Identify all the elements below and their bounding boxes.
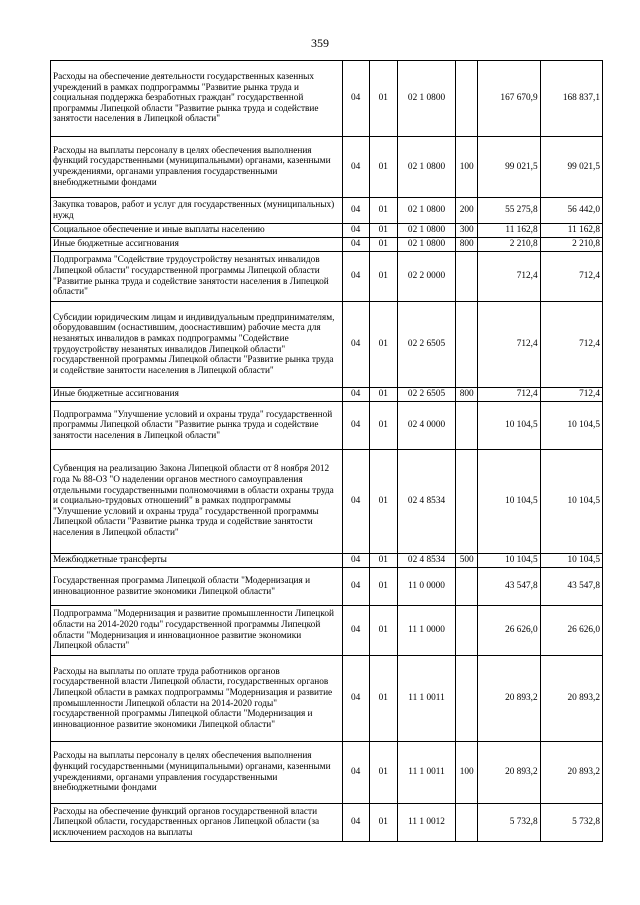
row-amount-2: 2 210,8 xyxy=(540,238,602,252)
row-name: Государственная программа Липецкой области "Модернизация и инновационное развитие экономики Липецкой области" xyxy=(51,568,343,606)
row-subsection: 01 xyxy=(369,742,397,804)
row-target-code: 11 0 0000 xyxy=(397,568,455,606)
table-row xyxy=(51,137,603,198)
row-target-code: 11 1 0000 xyxy=(397,606,455,656)
row-subsection: 01 xyxy=(369,61,397,137)
page-number: 359 xyxy=(311,36,329,50)
row-amount-1: 5 732,8 xyxy=(478,804,540,842)
row-section: 04 xyxy=(342,568,369,606)
row-expense-type xyxy=(456,568,478,606)
row-amount-2: 99 021,5 xyxy=(540,137,602,198)
row-amount-2: 56 442,0 xyxy=(540,198,602,224)
row-amount-1: 11 162,8 xyxy=(478,224,540,238)
row-target-code: 02 1 0800 xyxy=(397,198,455,224)
row-expense-type: 100 xyxy=(456,137,478,198)
row-section: 04 xyxy=(342,224,369,238)
row-section: 04 xyxy=(342,742,369,804)
row-name: Расходы на обеспечение функций органов государственной власти Липецкой области, государственных органов Липецкой области (за исключением расходов на выплаты xyxy=(51,804,343,842)
row-expense-type: 100 xyxy=(456,742,478,804)
row-subsection: 01 xyxy=(369,302,397,388)
row-amount-1: 2 210,8 xyxy=(478,238,540,252)
table-row xyxy=(51,61,603,137)
row-amount-1: 10 104,5 xyxy=(478,450,540,554)
row-expense-type xyxy=(456,252,478,302)
row-section: 04 xyxy=(342,252,369,302)
budget-table xyxy=(50,60,603,842)
table-row xyxy=(51,224,603,238)
row-subsection: 01 xyxy=(369,606,397,656)
row-expense-type xyxy=(456,656,478,742)
row-name: Расходы на выплаты персоналу в целях обеспечения выполнения функций государственными (муниципальными) органами, казенными учреждениями, органами управления государственными внебюджетными фондами xyxy=(51,742,343,804)
row-name: Подпрограмма "Улучшение условий и охраны труда" государственной программы Липецкой области "Развитие рынка труда и содействие занятости населения в Липецкой области" xyxy=(51,402,343,450)
row-name: Субсидии юридическим лицам и индивидуальным предпринимателям, оборудовавшим (оснастившим, дооснастившим) рабочие места для незанятых инвалидов в рамках подпрограммы "Содействие трудоустройству незанятых инвалидов Липецкой области" государственной программы Липецкой области "Развитие рынка труда и содействие занятости населения в Липецкой области" xyxy=(51,302,343,388)
row-section: 04 xyxy=(342,402,369,450)
table-row xyxy=(51,554,603,568)
row-subsection: 01 xyxy=(369,554,397,568)
row-subsection: 01 xyxy=(369,388,397,402)
row-expense-type xyxy=(456,61,478,137)
row-name: Расходы на выплаты персоналу в целях обеспечения выполнения функций государственными (муниципальными) органами, казенными учреждениями, органами управления государственными внебюджетными фондами xyxy=(51,137,343,198)
row-target-code: 02 4 8534 xyxy=(397,450,455,554)
row-section: 04 xyxy=(342,238,369,252)
row-section: 04 xyxy=(342,137,369,198)
row-target-code: 11 1 0011 xyxy=(397,656,455,742)
row-subsection: 01 xyxy=(369,224,397,238)
row-subsection: 01 xyxy=(369,137,397,198)
row-target-code: 02 1 0800 xyxy=(397,238,455,252)
row-amount-1: 20 893,2 xyxy=(478,742,540,804)
row-target-code: 11 1 0011 xyxy=(397,742,455,804)
row-amount-2: 712,4 xyxy=(540,252,602,302)
row-expense-type: 800 xyxy=(456,388,478,402)
row-amount-2: 10 104,5 xyxy=(540,450,602,554)
row-name: Подпрограмма "Содействие трудоустройству незанятых инвалидов Липецкой области" государственной программы Липецкой области "Развитие рынка труда и содействие занятости населения в Липецкой области" xyxy=(51,252,343,302)
row-name: Расходы на выплаты по оплате труда работников органов государственной власти Липецкой области, государственных органов Липецкой области в рамках подпрограммы "Модернизация и развитие промышленности Липецкой области на 2014-2020 годы" государственной программы Липецкой области "Модернизация и инновационное развитие экономики Липецкой области" xyxy=(51,656,343,742)
row-amount-2: 168 837,1 xyxy=(540,61,602,137)
row-subsection: 01 xyxy=(369,568,397,606)
row-expense-type: 300 xyxy=(456,224,478,238)
row-name: Закупка товаров, работ и услуг для государственных (муниципальных) нужд xyxy=(51,198,343,224)
row-section: 04 xyxy=(342,388,369,402)
row-amount-1: 55 275,8 xyxy=(478,198,540,224)
row-amount-2: 20 893,2 xyxy=(540,656,602,742)
row-amount-2: 20 893,2 xyxy=(540,742,602,804)
row-section: 04 xyxy=(342,302,369,388)
row-target-code: 02 2 0000 xyxy=(397,252,455,302)
row-name: Социальное обеспечение и иные выплаты населению xyxy=(51,224,343,238)
table-row xyxy=(51,252,603,302)
table-row xyxy=(51,388,603,402)
row-subsection: 01 xyxy=(369,402,397,450)
table-row xyxy=(51,606,603,656)
row-name: Расходы на обеспечение деятельности государственных казенных учреждений в рамках подпрограммы "Развитие рынка труда и социальная поддержка безработных граждан" государственной программы Липецкой области "Развитие рынка труда и содействие занятости населения в Липецкой области" xyxy=(51,61,343,137)
row-expense-type: 500 xyxy=(456,554,478,568)
table-row xyxy=(51,742,603,804)
row-expense-type xyxy=(456,450,478,554)
row-section: 04 xyxy=(342,606,369,656)
table-row xyxy=(51,402,603,450)
row-amount-2: 10 104,5 xyxy=(540,554,602,568)
row-expense-type xyxy=(456,402,478,450)
row-target-code: 02 1 0800 xyxy=(397,137,455,198)
row-target-code: 02 2 6505 xyxy=(397,388,455,402)
row-amount-2: 11 162,8 xyxy=(540,224,602,238)
row-amount-1: 10 104,5 xyxy=(478,402,540,450)
row-amount-2: 43 547,8 xyxy=(540,568,602,606)
row-name: Иные бюджетные ассигнования xyxy=(51,238,343,252)
row-amount-1: 167 670,9 xyxy=(478,61,540,137)
row-expense-type xyxy=(456,804,478,842)
row-target-code: 02 1 0800 xyxy=(397,224,455,238)
row-target-code: 02 1 0800 xyxy=(397,61,455,137)
row-target-code: 11 1 0012 xyxy=(397,804,455,842)
row-subsection: 01 xyxy=(369,450,397,554)
row-amount-2: 10 104,5 xyxy=(540,402,602,450)
row-name: Межбюджетные трансферты xyxy=(51,554,343,568)
table-row xyxy=(51,450,603,554)
table-row xyxy=(51,198,603,224)
row-section: 04 xyxy=(342,656,369,742)
row-section: 04 xyxy=(342,804,369,842)
row-target-code: 02 4 8534 xyxy=(397,554,455,568)
row-amount-1: 712,4 xyxy=(478,252,540,302)
row-amount-1: 99 021,5 xyxy=(478,137,540,198)
row-target-code: 02 2 6505 xyxy=(397,302,455,388)
row-amount-2: 712,4 xyxy=(540,388,602,402)
row-subsection: 01 xyxy=(369,198,397,224)
row-expense-type: 200 xyxy=(456,198,478,224)
row-subsection: 01 xyxy=(369,252,397,302)
row-target-code: 02 4 0000 xyxy=(397,402,455,450)
row-subsection: 01 xyxy=(369,238,397,252)
table-row xyxy=(51,568,603,606)
row-section: 04 xyxy=(342,61,369,137)
row-section: 04 xyxy=(342,198,369,224)
row-name: Иные бюджетные ассигнования xyxy=(51,388,343,402)
row-name: Подпрограмма "Модернизация и развитие промышленности Липецкой области на 2014-2020 годы" государственной программы Липецкой области "Модернизация и инновационное развитие экономики Липецкой области" xyxy=(51,606,343,656)
row-amount-1: 10 104,5 xyxy=(478,554,540,568)
row-amount-1: 712,4 xyxy=(478,302,540,388)
row-subsection: 01 xyxy=(369,804,397,842)
row-amount-1: 20 893,2 xyxy=(478,656,540,742)
row-amount-2: 712,4 xyxy=(540,302,602,388)
row-amount-2: 5 732,8 xyxy=(540,804,602,842)
row-expense-type: 800 xyxy=(456,238,478,252)
row-expense-type xyxy=(456,606,478,656)
row-subsection: 01 xyxy=(369,656,397,742)
row-amount-1: 26 626,0 xyxy=(478,606,540,656)
table-row xyxy=(51,238,603,252)
table-row xyxy=(51,804,603,842)
row-section: 04 xyxy=(342,450,369,554)
row-expense-type xyxy=(456,302,478,388)
row-amount-1: 712,4 xyxy=(478,388,540,402)
table-row xyxy=(51,656,603,742)
row-amount-1: 43 547,8 xyxy=(478,568,540,606)
table-row xyxy=(51,302,603,388)
row-name: Субвенция на реализацию Закона Липецкой области от 8 ноября 2012 года № 88-ОЗ "О наделении органов местного самоуправления отдельными государственными полномочиями в области охраны труда и социально-трудовых отношений" в рамках подпрограммы "Улучшение условий и охраны труда" государственной программы Липецкой области "Развитие рынка труда и содействие занятости населения в Липецкой области" xyxy=(51,450,343,554)
row-section: 04 xyxy=(342,554,369,568)
row-amount-2: 26 626,0 xyxy=(540,606,602,656)
